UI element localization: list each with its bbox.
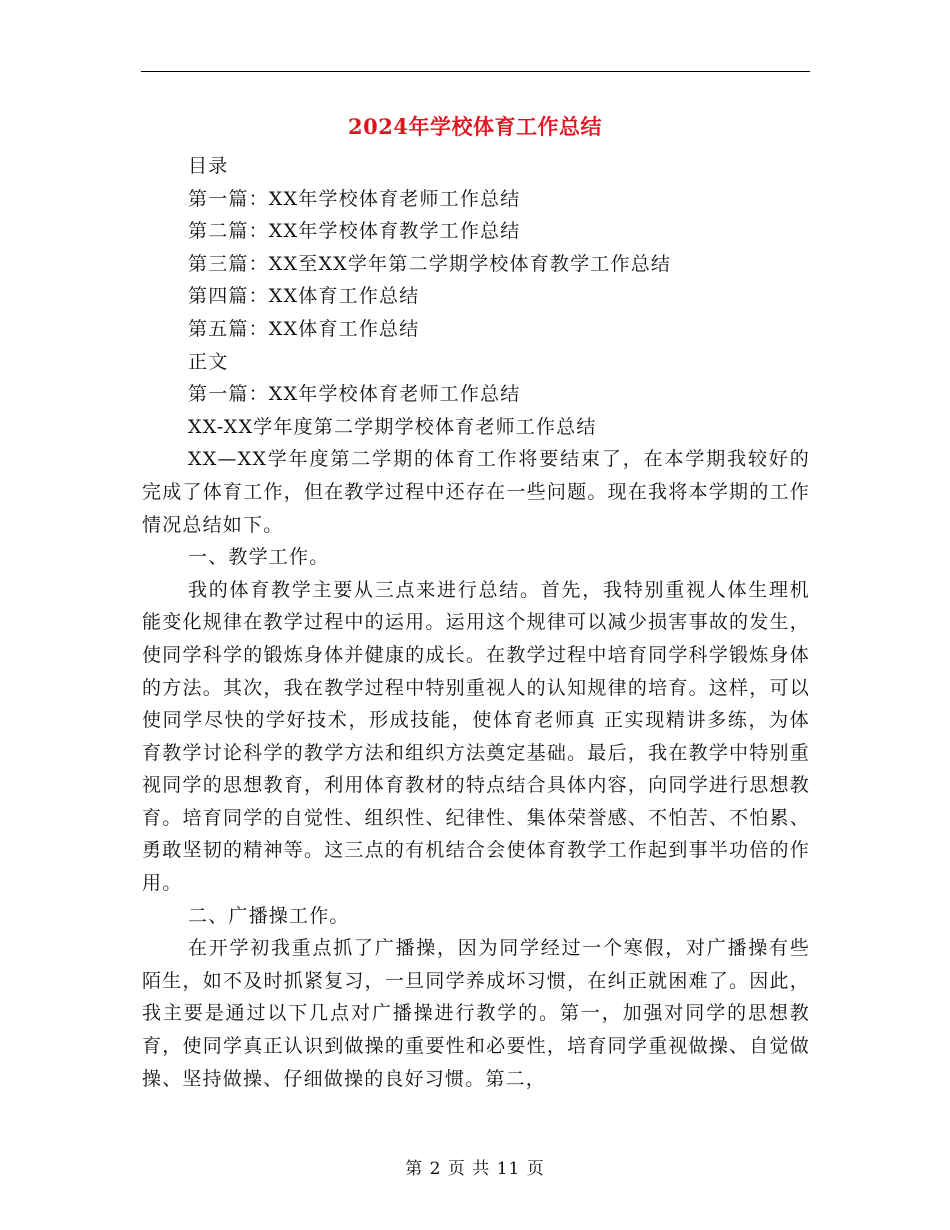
section-1-paragraph: 我的体育教学主要从三点来进行总结。首先，我特别重视人体生理机能变化规律在教学过程中的运用。运用这个规律可以减少损害事故的发生，使同学科学的锻炼身体并健康的成长。在教学过程中培育同学科学锻炼身体的方法。其次，我在教学过程中特别重视人的认知规律的培育。这样，可以使同学尽快的学好技术，形成技能，使体育老师真 正实现精讲多练，为体育教学讨论科学的教学方法和组织方法奠定基础。最后，我在教学中特别重视同学的思想教育，利用体育教材的特点结合具体内容，向同学进行思想教育。培育同学的自觉性、组织性、纪律性、集体荣誉感、不怕苦、不怕累、勇敢坚韧的精神等。这三点的有机结合会使体育教学工作起到事半功倍的作用。 (142, 578, 810, 895)
page-number: 第 2 页 共 11 页 (405, 1159, 545, 1179)
toc-heading: 目录 (188, 155, 229, 177)
intro-paragraph: XX—XX学年度第二学期的体育工作将要结束了，在本学期我较好的完成了体育工作，但在教学过程中还存在一些问题。现在我将本学期的工作情况总结如下。 (142, 448, 810, 536)
body-heading: 正文 (188, 350, 229, 373)
toc-item-1: 第一篇：XX年学校体育老师工作总结 (188, 187, 521, 210)
document-body (142, 150, 810, 1095)
article-heading: 第一篇：XX年学校体育老师工作总结 (188, 383, 521, 406)
section-2-heading: 二、广播操工作。 (188, 904, 350, 927)
toc-item-5: 第五篇：XX体育工作总结 (188, 317, 420, 340)
toc-item-3: 第三篇：XX至XX学年第二学期学校体育教学工作总结 (188, 252, 672, 275)
section-1-heading: 一、教学工作。 (188, 546, 330, 569)
document-title: 2024年学校体育工作总结 (348, 114, 602, 139)
article-subtitle: XX-XX学年度第二学期学校体育老师工作总结 (188, 415, 597, 438)
section-2-paragraph: 在开学初我重点抓了广播操，因为同学经过一个寒假，对广播操有些陌生，如不及时抓紧复习，一旦同学养成坏习惯，在纠正就困难了。因此，我主要是通过以下几点对广播操进行教学的。第一，加强对同学的思想教育，使同学真正认识到做操的重要性和必要性，培育同学重视做操、自觉做操、坚持做操、仔细做操的良好习惯。第二， (142, 937, 810, 1090)
toc-item-4: 第四篇：XX体育工作总结 (188, 285, 420, 308)
toc-item-2: 第二篇：XX年学校体育教学工作总结 (188, 220, 521, 243)
header-rule (141, 71, 810, 72)
